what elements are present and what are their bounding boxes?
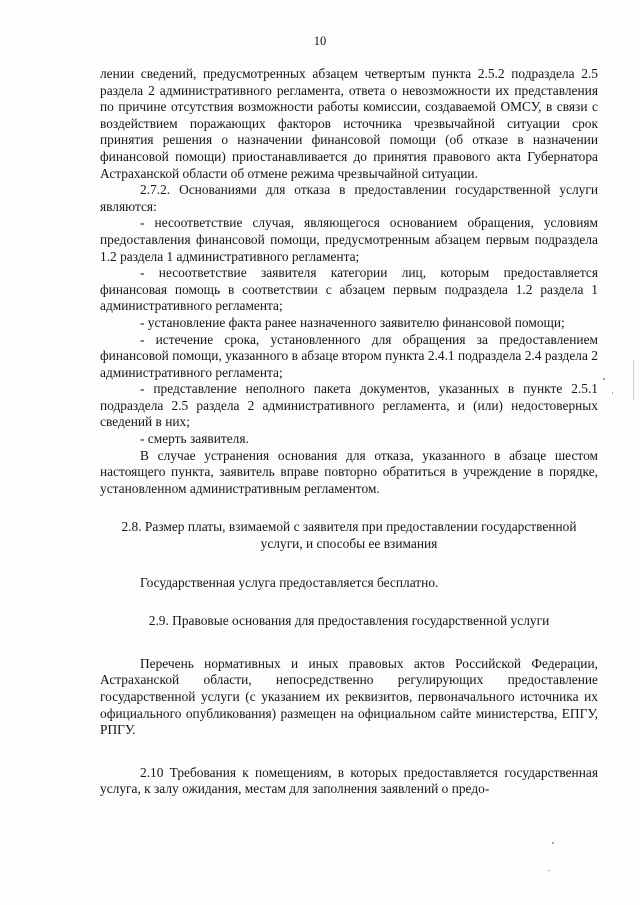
list-item-refusal-2: - несоответствие заявителя категории лиц, которым предоставляется финансовая помощь в соответствии с абзацем первым подраздела 1.2 раздела 1 административного регламента; <box>100 265 598 314</box>
scan-edge-mark <box>633 360 634 400</box>
paragraph-continuation: лении сведений, предусмотренных абзацем четвертым пункта 2.5.2 подраздела 2.5 раздела 2 административного регламента, ответа о невозможности их представления по причине отсутствия возможности работы комиссии, создаваемой ОМСУ, в связи с воздействием поражающих факторов источника чрезвычайной ситуации срок принятия решения о назначении финансовой помощи (об отказе в назначении финансовой помощи) приостанавливается до принятия правового акта Губернатора Астраханской области об отмене режима чрезвычайной ситуации. <box>100 66 598 181</box>
list-item-refusal-4: - истечение срока, установленного для обращения за предоставлением финансовой помощи, указанного в абзаце втором пункта 2.4.1 подраздела 2.4 раздела 2 административного регламента; <box>100 331 598 380</box>
section-heading-2-8: 2.8. Размер платы, взимаемой с заявителя при предоставлении государственной услуги, и способы ее взимания <box>121 519 577 552</box>
scan-speck <box>552 842 554 844</box>
list-item-refusal-6: - смерть заявителя. <box>140 431 249 447</box>
scan-speck <box>612 392 613 394</box>
list-item-refusal-3: - установление факта ранее назначенного заявителю финансовой помощи; <box>140 314 565 330</box>
scan-speck <box>603 378 605 380</box>
list-item-refusal-5: - представление неполного пакета документов, указанных в пункте 2.5.1 подраздела 2.5 раздела 2 административного регламента, и (или) недостоверных сведений в них; <box>100 381 598 430</box>
paragraph-reapply: В случае устранения основания для отказа, указанного в абзаце шестом настоящего пункта, заявитель вправе повторно обратиться в учреждение в порядке, установленном административным регламентом. <box>100 447 598 496</box>
document-body <box>100 66 598 798</box>
section-text-2-8: Государственная услуга предоставляется бесплатно. <box>140 574 439 590</box>
scan-speck <box>548 870 550 871</box>
section-heading-2-9: 2.9. Правовые основания для предоставления государственной услуги <box>148 613 550 629</box>
paragraph-2-7-2: 2.7.2. Основаниями для отказа в предоставлении государственной услуги являются: <box>100 182 598 214</box>
list-item-refusal-1: - несоответствие случая, являющегося основанием обращения, условиям предоставления финансовой помощи, предусмотренным абзацем первым подраздела 1.2 раздела 1 административного регламента; <box>100 215 598 264</box>
page-number: 10 <box>313 34 327 48</box>
section-text-2-9: Перечень нормативных и иных правовых актов Российской Федерации, Астраханской области, непосредственно регулирующих предоставление государственной услуги (с указанием их реквизитов, первоначального источника их официального опубликования) размещен на официальном сайте министерства, ЕПГУ, РПГУ. <box>100 655 598 738</box>
section-text-2-10: 2.10 Требования к помещениям, в которых предоставляется государственная услуга, к залу ожидания, местам для заполнения заявлений о предо- <box>100 764 598 797</box>
